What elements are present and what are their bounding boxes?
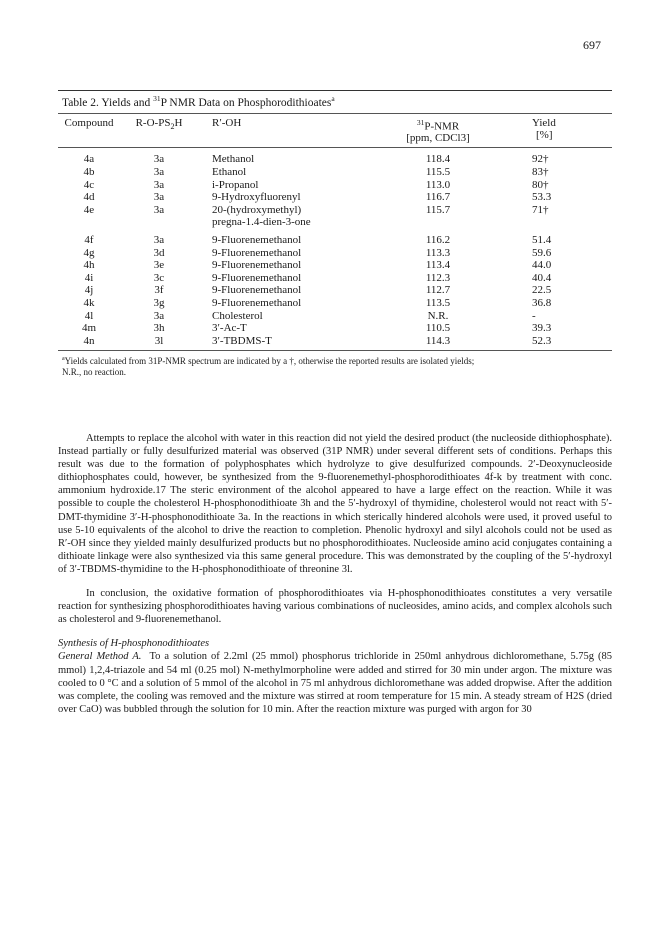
cell-roh: i-Propanol xyxy=(212,178,259,191)
cell-rops: 3f xyxy=(154,284,164,297)
table-row xyxy=(58,322,612,335)
cell-nmr: 113.0 xyxy=(425,178,451,191)
cell-rops: 3a xyxy=(153,234,165,247)
table-row xyxy=(58,166,612,179)
cell-compound: 4e xyxy=(83,203,95,216)
cell-compound: 4j xyxy=(84,284,94,297)
cell-nmr: N.R. xyxy=(427,309,449,322)
table-footnote: $^a$Yields calculated from 31P-NMR spectrum are indicated by a †, otherwise the reported results are isolated yields; N.R., no reaction. xyxy=(62,356,475,378)
cell-nmr: 113.5 xyxy=(425,297,451,310)
cell-empty xyxy=(388,216,488,229)
cell-yield: 83† xyxy=(532,166,549,179)
cell-roh: 9-Fluorenemethanol xyxy=(212,259,302,272)
cell-roh: Methanol xyxy=(212,153,255,166)
header-nmr: $^{31}$P-NMR [ppm, CDCl3] xyxy=(406,117,470,145)
cell-roh: 9-Fluorenemethanol xyxy=(212,297,302,310)
cell-rops: 3g xyxy=(153,297,165,310)
cell-roh: 9-Fluorenemethanol xyxy=(212,271,302,284)
table-row xyxy=(58,259,612,272)
cell-roh: 3′-Ac-T xyxy=(212,322,247,335)
cell-compound: 4c xyxy=(83,178,95,191)
table-row xyxy=(58,247,612,260)
section-title: Synthesis of H-phosphonodithioates xyxy=(58,638,210,650)
cell-yield: 40.4 xyxy=(532,271,552,284)
cell-roh: 9-Hydroxyfluorenyl xyxy=(212,191,301,204)
cell-compound: 4m xyxy=(81,322,97,335)
table-row xyxy=(58,284,612,297)
cell-compound: 4g xyxy=(83,246,95,259)
cell-roh: 20-(hydroxymethyl) xyxy=(212,203,302,216)
paragraph-method-a: General Method A. To a solution of 2.2ml (25 mmol) phosphorus trichloride in 250ml anhydrous dichloromethane, 5.75g (85 mmol) 1,2,4-triazole and 54 ml (0.25 mol) N-methylmorpholine were added and stirred for 30 min under argon. The mixture was cooled to 0 °C and a solution of 5 mmol of the alcohol in 75 ml anhydrous dichloromethane was added dropwise. After the addition was complete, the cooling was removed and the mixture was stirred at room temperature for 15 min. A steady stream of H2S (dried over CaO) was bubbled through the solution for 10 min. After the reaction mixture was purged with argon for 30 xyxy=(58,651,612,715)
cell-rops: 3a xyxy=(153,191,165,204)
table-body xyxy=(58,148,612,347)
table-row xyxy=(58,310,612,323)
cell-nmr: 113.4 xyxy=(425,259,451,272)
cell-yield: 53.3 xyxy=(532,191,552,204)
cell-yield: 39.3 xyxy=(532,322,552,335)
cell-nmr: 116.2 xyxy=(425,234,451,247)
cell-nmr: 114.3 xyxy=(425,334,451,347)
header-compound: Compound xyxy=(64,116,114,129)
cell-roh: 9-Fluorenemethanol xyxy=(212,284,302,297)
page-number: 697 xyxy=(583,38,601,52)
cell-rops: 3a xyxy=(153,166,165,179)
cell-nmr: 112.3 xyxy=(425,271,451,284)
cell-rops: 3a xyxy=(153,203,165,216)
cell-nmr: 113.3 xyxy=(425,246,451,259)
cell-compound: 4d xyxy=(83,191,95,204)
cell-compound: 4i xyxy=(84,271,94,284)
cell-compound: 4b xyxy=(83,166,95,179)
table-row-continuation xyxy=(58,216,612,229)
cell-yield: 80† xyxy=(532,178,549,191)
cell-roh: 9-Fluorenemethanol xyxy=(212,234,302,247)
cell-rops: 3d xyxy=(153,246,165,259)
cell-yield: 36.8 xyxy=(532,297,552,310)
table-row xyxy=(58,191,612,204)
cell-roh-continued: pregna-1.4-dien-3-one xyxy=(212,216,311,229)
table-caption: Table 2. Yields and $^{31}$P NMR Data on Phosphorodithioates$^a$ xyxy=(62,94,335,109)
cell-nmr: 110.5 xyxy=(425,322,451,335)
cell-roh: 9-Fluorenemethanol xyxy=(212,246,302,259)
paragraph-attempts: Attempts to replace the alcohol with water in this reaction did not yield the desired product (the nucleoside dithiophosphate). Instead partially or fully desulfurized material was observed (31P NMR) under several different sets of conditions. Perhaps this result was due to the formation of polyphosphates which hydrolyze to give desulfurized compounds. 2′-Deoxynucleoside dithiophosphates could, however, be synthesized from the 9-fluorenemethyl-phosphorodithioates 4f-k by treatment with conc. ammonium hydroxide.17 The steric environment of the alcohol appeared to have a large effect on the reaction. While it was possible to couple the cholesterol H-phosphonodithioate 3h and the 5′-hydroxyl of thymidine, cholesterol would not react with 5′-DMT-thymidine 3′-H-phosphonodithioate 3a. In the reactions in which sterically hindered alcohols were used, it proved useful to use 5-10 equivalents of the alcohol to drive the reaction to completion. Phenolic hydroxyl and silyl alcohols could not be used as R′-OH since they yielded mainly desulfurized products but no phosphorodithioates. Nucleoside amino acid conjugates containing a dithioate linkage were also synthesized via this same general procedure. This was demonstrated by the coupling of the 5′-hydroxyl of 3′-TBDMS-thymidine to the H-phosphonodithioate of threonine 3l. xyxy=(58,433,612,575)
cell-rops: 3l xyxy=(154,334,164,347)
cell-rops: 3c xyxy=(153,271,165,284)
cell-nmr: 118.4 xyxy=(425,153,451,166)
cell-rops: 3h xyxy=(153,322,165,335)
table-row xyxy=(58,335,612,348)
cell-compound: 4f xyxy=(84,234,94,247)
cell-rops: 3e xyxy=(153,259,165,272)
header-yield: Yield [%] xyxy=(532,116,556,141)
method-label: General Method A. xyxy=(58,651,142,663)
table-row xyxy=(58,297,612,310)
table-row xyxy=(58,272,612,285)
cell-yield: 22.5 xyxy=(532,284,552,297)
cell-nmr: 115.5 xyxy=(425,166,451,179)
cell-rops: 3a xyxy=(153,153,165,166)
cell-compound: 4a xyxy=(83,153,95,166)
body-text xyxy=(58,432,612,716)
cell-roh: Cholesterol xyxy=(212,309,263,322)
cell-yield: - xyxy=(532,309,536,322)
paragraph-conclusion: In conclusion, the oxidative formation of phosphorodithioates via H-phosphonodithioates constitutes a very versatile reaction for synthesizing phosphorodithioates having various combinations of nucleosides, amino acids, and complex alcohols such as cholesterol and 9-fluorenemethanol. xyxy=(58,588,612,626)
yields-table xyxy=(58,90,612,378)
cell-yield: 92† xyxy=(532,153,549,166)
cell-empty xyxy=(58,216,120,229)
cell-yield: 59.6 xyxy=(532,246,552,259)
cell-compound: 4k xyxy=(83,297,95,310)
header-rops: $R-O-PS_2H$ xyxy=(135,116,183,132)
cell-empty xyxy=(120,216,198,229)
header-roh: R′-OH xyxy=(212,116,242,129)
cell-nmr: 116.7 xyxy=(425,191,451,204)
table-row xyxy=(58,204,612,217)
cell-yield: 71† xyxy=(532,203,549,216)
cell-yield: 44.0 xyxy=(532,259,552,272)
cell-nmr: 115.7 xyxy=(425,203,451,216)
cell-rops: 3a xyxy=(153,178,165,191)
cell-empty xyxy=(488,216,612,229)
table-row xyxy=(58,229,612,247)
table-row xyxy=(58,148,612,166)
cell-rops: 3a xyxy=(153,309,165,322)
cell-roh: Ethanol xyxy=(212,166,247,179)
cell-nmr: 112.7 xyxy=(425,284,451,297)
cell-roh: 3′-TBDMS-T xyxy=(212,334,272,347)
table-header-row xyxy=(58,114,612,148)
cell-yield: 52.3 xyxy=(532,334,552,347)
cell-compound: 4h xyxy=(83,259,95,272)
cell-yield: 51.4 xyxy=(532,234,552,247)
cell-compound: 4n xyxy=(83,334,95,347)
table-row xyxy=(58,179,612,192)
cell-compound: 4l xyxy=(84,309,94,322)
